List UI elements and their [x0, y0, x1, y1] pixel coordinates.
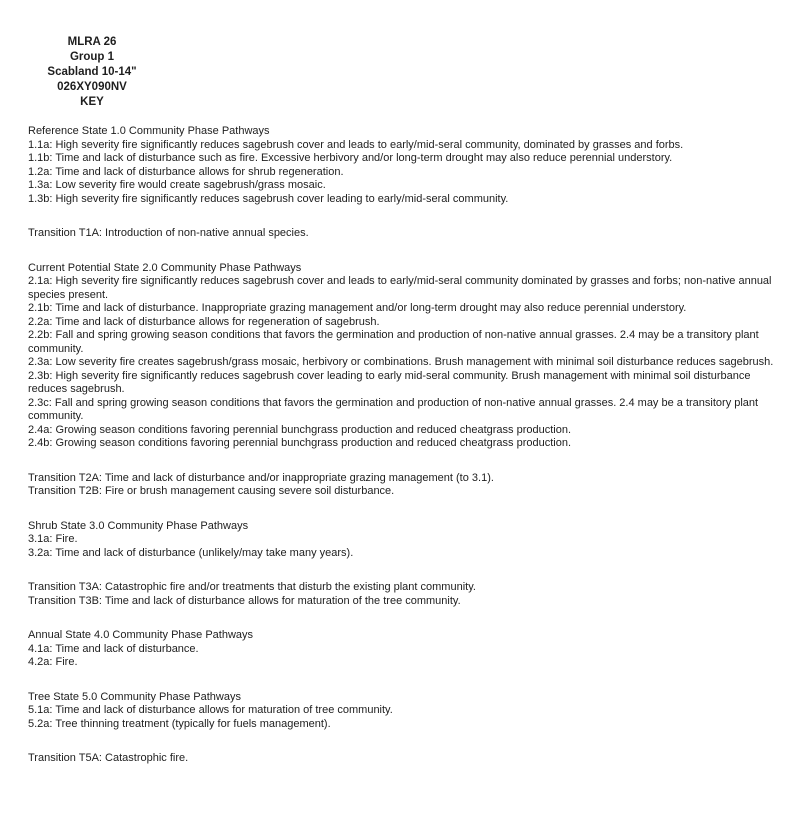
document-section [28, 227, 783, 241]
text-line: Current Potential State 2.0 Community Phase Pathways [28, 261, 302, 274]
text-line: 2.4a: Growing season conditions favoring perennial bunchgrass production and reduced cheatgrass production. [28, 423, 572, 436]
text-line: 2.3a: Low severity fire creates sagebrush/grass mosaic, herbivory or combinations. Brush management with minimal soil disturbance reduces sagebrush. [28, 356, 774, 368]
text-line: 3.1a: Fire. [28, 533, 78, 545]
text-line: Transition T2A: Time and lack of disturbance and/or inappropriate grazing management (to 3.1). [28, 471, 494, 484]
document-body [28, 125, 783, 766]
text-line: Shrub State 3.0 Community Phase Pathways [28, 519, 249, 532]
header-line: Group 1 [69, 51, 115, 63]
text-line: 5.1a: Time and lack of disturbance allows for maturation of tree community. [28, 704, 393, 716]
text-line: 3.2a: Time and lack of disturbance (unlikely/may take many years). [28, 546, 354, 559]
document-section [28, 752, 783, 766]
text-line: Transition T5A: Catastrophic fire. [28, 752, 189, 764]
text-line: 2.2a: Time and lack of disturbance allows for regeneration of sagebrush. [28, 315, 380, 328]
text-line: 1.2a: Time and lack of disturbance allows for shrub regeneration. [28, 165, 344, 178]
text-line: 4.1a: Time and lack of disturbance. [28, 642, 199, 655]
document-section [28, 262, 783, 451]
document-section [28, 581, 783, 608]
text-line: Reference State 1.0 Community Phase Pathways [28, 125, 270, 137]
text-line: 1.3b: High severity fire significantly reduces sagebrush cover leading to early/mid-seral community. [28, 192, 509, 205]
text-line: Transition T3A: Catastrophic fire and/or treatments that disturb the existing plant community. [28, 581, 476, 593]
text-line: Tree State 5.0 Community Phase Pathways [28, 690, 241, 703]
text-line: Transition T1A: Introduction of non-native annual species. [28, 227, 309, 239]
text-line: 1.1a: High severity fire significantly reduces sagebrush cover and leads to early/mid-seral community, dominated by grasses and forbs. [28, 138, 684, 151]
document-section [28, 629, 783, 670]
text-line: Annual State 4.0 Community Phase Pathways [28, 629, 254, 641]
text-line: 2.3c: Fall and spring growing season conditions that favors the germination and production of non-native annual grasses. 2.4 may be a transitory plant community. [28, 396, 759, 422]
text-line: 1.1b: Time and lack of disturbance such as fire. Excessive herbivory and/or long-term drought may also reduce perennial understory. [28, 152, 673, 164]
text-line: 1.3a: Low severity fire would create sagebrush/grass mosaic. [28, 179, 326, 191]
text-line: 5.2a: Tree thinning treatment (typically for fuels management). [28, 717, 331, 730]
document-header [28, 35, 156, 110]
document-section [28, 520, 783, 561]
header-line: MLRA 26 [67, 36, 117, 48]
text-line: 4.2a: Fire. [28, 656, 78, 668]
text-line: 2.3b: High severity fire significantly reduces sagebrush cover leading to early mid-seral community. Brush management with minimal soil disturbance reduces sagebrush. [28, 369, 751, 395]
text-line: Transition T2B: Fire or brush management causing severe soil disturbance. [28, 485, 395, 497]
text-line: 2.2b: Fall and spring growing season conditions that favors the germination and production of non-native annual grasses. 2.4 may be a transitory plant community. [28, 329, 759, 355]
document-section [28, 472, 783, 499]
text-line: 2.1b: Time and lack of disturbance. Inappropriate grazing management and/or long-term drought may also reduce perennial understory. [28, 302, 687, 314]
header-line: KEY [80, 96, 104, 108]
document-section [28, 125, 783, 206]
header-line: Scabland 10-14" [47, 66, 137, 78]
text-line: 2.1a: High severity fire significantly reduces sagebrush cover and leads to early/mid-seral community dominated by grasses and forbs; non-native annual species present. [28, 275, 772, 301]
document-section [28, 691, 783, 732]
header-line: 026XY090NV [57, 81, 127, 93]
text-line: Transition T3B: Time and lack of disturbance allows for maturation of the tree community. [28, 594, 461, 607]
text-line: 2.4b: Growing season conditions favoring perennial bunchgrass production and reduced cheatgrass production. [28, 437, 572, 449]
